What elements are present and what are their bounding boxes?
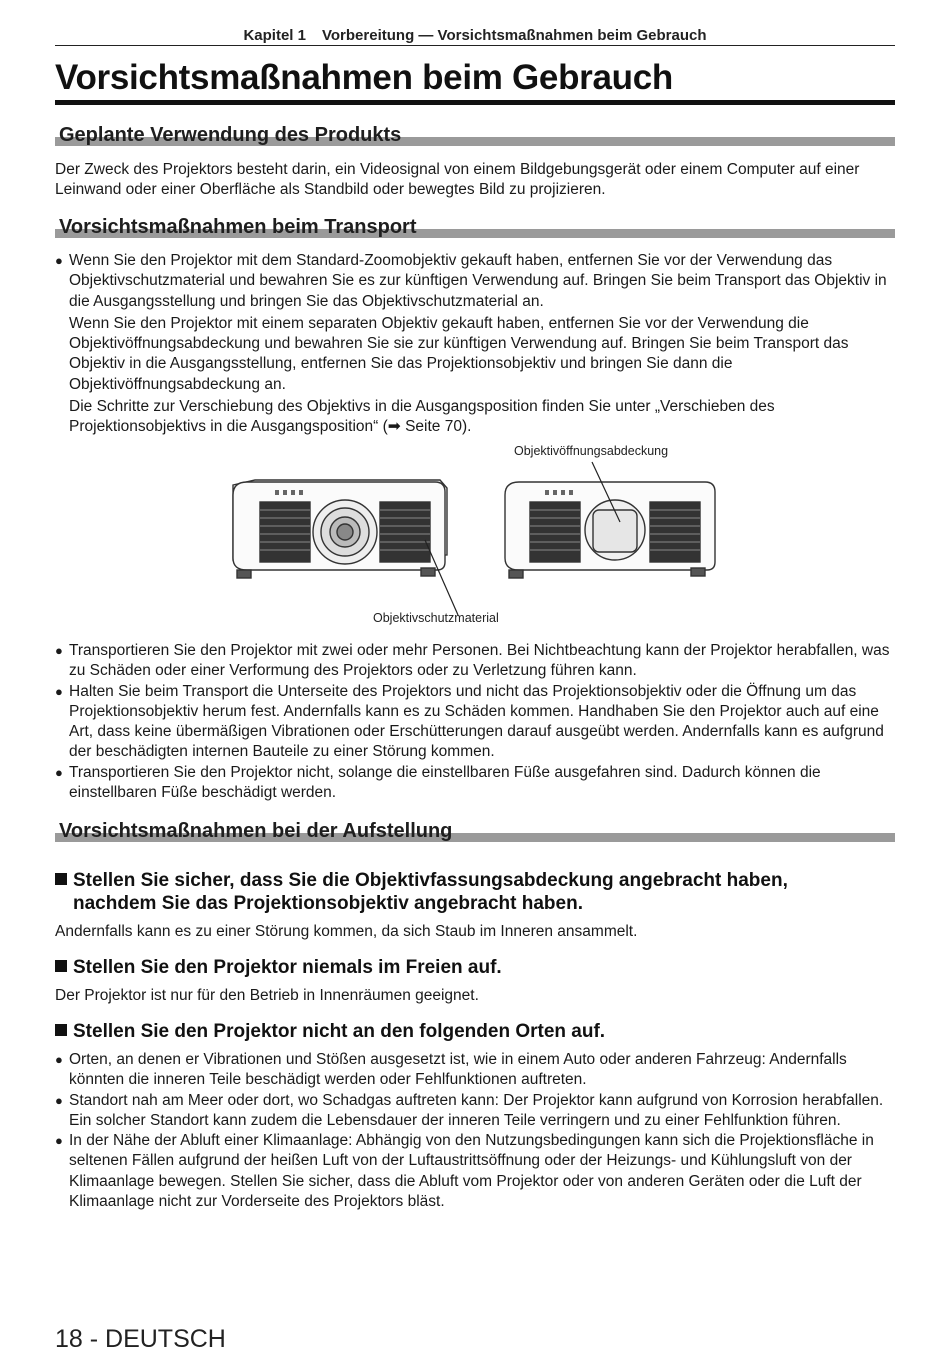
subheading-text: Stellen Sie den Projektor nicht an den folgenden Orten auf. — [73, 1021, 606, 1042]
section-heading-installation — [55, 814, 895, 842]
subheading-lens-mount-cover — [55, 869, 895, 915]
subheading-no-outdoor — [55, 956, 895, 979]
intended-use-text: Der Zweck des Projektors besteht darin, ein Videosignal von einem Bildgebungsgerät oder einem Computer auf einer Leinwand oder einer Oberfläche als Standbild oder bewegtes Bild zu projizieren. — [55, 161, 860, 199]
bullet-text: Standort nah am Meer oder dort, wo Schadgas auftreten kann: Der Projektor kann aufgrund von Korrosion herabfallen. Ein solcher Standort kann zudem die Lebensdauer der inneren Teile verringern und zu einer Fehlfunktion führen. — [69, 1091, 884, 1129]
bullet-icon: ● — [55, 1133, 63, 1149]
transport-bullets-1 — [55, 251, 895, 438]
bullet-text: Transportieren Sie den Projektor mit zwei oder mehr Personen. Bei Nichtbeachtung kann der Projektor herabfallen, was zu Schäden oder einer Verformung des Projektors oder zu Verletzung führen kann. — [69, 642, 890, 680]
projector-with-lens-icon — [233, 480, 447, 578]
bullet-icon: ● — [55, 253, 63, 268]
subheading-text: Stellen Sie den Projektor niemals im Freien auf. — [73, 957, 502, 978]
projector-figure — [225, 440, 745, 640]
bullet-text: In der Nähe der Abluft einer Klimaanlage: Abhängig von den Nutzungsbedingungen kann sich die Projektionsfläche in seltenen Fällen aufgrund der heißen Luft von der Luftaustrittsöffnung oder der Heizungs- und Kühlungsluft von der Klimaanlage bewegen. Stellen Sie sicher, dass die Abluft vom Projektor oder von anderen Geräten oder die Luft der Klimaanlage nicht zur Vorderseite des Projektors bläst. — [69, 1132, 874, 1211]
list-item — [55, 1091, 895, 1132]
bullet-text: Die Schritte zur Verschiebung des Objektivs in die Ausgangsposition finden Sie unter „Verschieben des Projektionsobjektivs in die Ausgangsposition“ (➡ Seite 70). — [69, 398, 775, 436]
transport-bullets-2 — [55, 641, 895, 803]
section-heading-text: Geplante Verwendung des Produkts — [59, 124, 402, 146]
list-item — [55, 641, 895, 682]
figure-label-lens-opening-cover: Objektivöffnungsabdeckung — [514, 444, 669, 458]
bullet-icon: ● — [55, 683, 63, 699]
bullet-icon: ● — [55, 643, 63, 658]
bullet-icon: ● — [55, 1052, 63, 1067]
figure-label-lens-protection: Objektivschutzmaterial — [373, 611, 499, 625]
chapter-title: Vorbereitung — Vorsichtsmaßnahmen beim Gebrauch — [322, 27, 707, 44]
title-rule — [55, 100, 895, 105]
list-item — [55, 1050, 895, 1091]
header-rule — [55, 45, 895, 46]
list-item — [55, 763, 895, 804]
page-footer: 18 - DEUTSCH — [55, 1325, 226, 1353]
bullet-text: Halten Sie beim Transport die Unterseite des Projektors und nicht das Projektionsobjektiv oder die Öffnung um das Projektionsobjektiv herum fest. Andernfalls kann es zu Schäden kommen. Handhaben Sie den Projektor auch auf eine Art, dass keine übermäßigen Vibrationen oder Erschütterungen darauf ausgeübt werden. Andernfalls kann es aufgrund der beschädigten internen Bauteile zu einer Störung kommen. — [69, 682, 884, 761]
projector-with-cover-icon — [505, 482, 715, 578]
page-title: Vorsichtsmaßnahmen beim Gebrauch — [55, 58, 673, 97]
bullet-icon: ● — [55, 1092, 63, 1108]
square-bullet-icon — [55, 873, 67, 885]
section-heading-text: Vorsichtsmaßnahmen beim Transport — [59, 216, 417, 238]
subheading-text: nachdem Sie das Projektionsobjektiv angebracht haben. — [73, 893, 583, 914]
bullet-text: Orten, an denen er Vibrationen und Stößen ausgesetzt ist, wie in einem Auto oder anderen Fahrzeug: Andernfalls könnten die inneren Teile beschädigt werden oder Fehlfunktionen auftreten. — [69, 1051, 847, 1089]
square-bullet-icon — [55, 960, 67, 972]
list-item — [55, 682, 895, 763]
subheading-text: Stellen Sie sicher, dass Sie die Objektivfassungsabdeckung angebracht haben, — [73, 870, 788, 891]
section-heading-intended-use — [55, 118, 895, 146]
subheading-avoid-locations — [55, 1020, 895, 1043]
no-outdoor-text: Der Projektor ist nur für den Betrieb in Innenräumen geeignet. — [55, 987, 479, 1004]
chapter-number: Kapitel 1 — [243, 27, 306, 44]
projector-illustration — [225, 440, 745, 640]
bullet-icon: ● — [55, 764, 63, 780]
bullet-text: Wenn Sie den Projektor mit einem separaten Objektiv gekauft haben, entfernen Sie vor der Verwendung die Objektivöffnungsabdeckung und bewahren Sie sie zur künftigen Verwendung auf. Bringen Sie beim Transport das Objektiv in die Ausgangsstellung, entfernen Sie das Projektionsobjektiv und bringen Sie dann die Objektivöffnungsabdeckung an. — [69, 314, 849, 393]
section-heading-transport — [55, 210, 895, 238]
running-header — [55, 27, 895, 44]
bullet-text: Wenn Sie den Projektor mit dem Standard-Zoomobjektiv gekauft haben, entfernen Sie vor der Verwendung das Objektivschutzmaterial und bewahren Sie es zur künftigen Verwendung auf. Bringen Sie beim Transport das Objektiv in die Ausgangsstellung und bringen Sie das Objektivschutzmaterial an. — [69, 252, 887, 310]
bullet-text: Transportieren Sie den Projektor nicht, solange die einstellbaren Füße ausgefahren sind. Dadurch können die einstellbaren Füße beschädigt werden. — [69, 763, 821, 802]
list-item — [55, 251, 895, 438]
avoid-locations-bullets — [55, 1050, 895, 1212]
section-heading-text: Vorsichtsmaßnahmen bei der Aufstellung — [59, 820, 453, 842]
lens-mount-cover-text: Andernfalls kann es zu einer Störung kommen, da sich Staub im Inneren ansammelt. — [55, 923, 638, 940]
square-bullet-icon — [55, 1024, 67, 1036]
list-item — [55, 1131, 895, 1212]
